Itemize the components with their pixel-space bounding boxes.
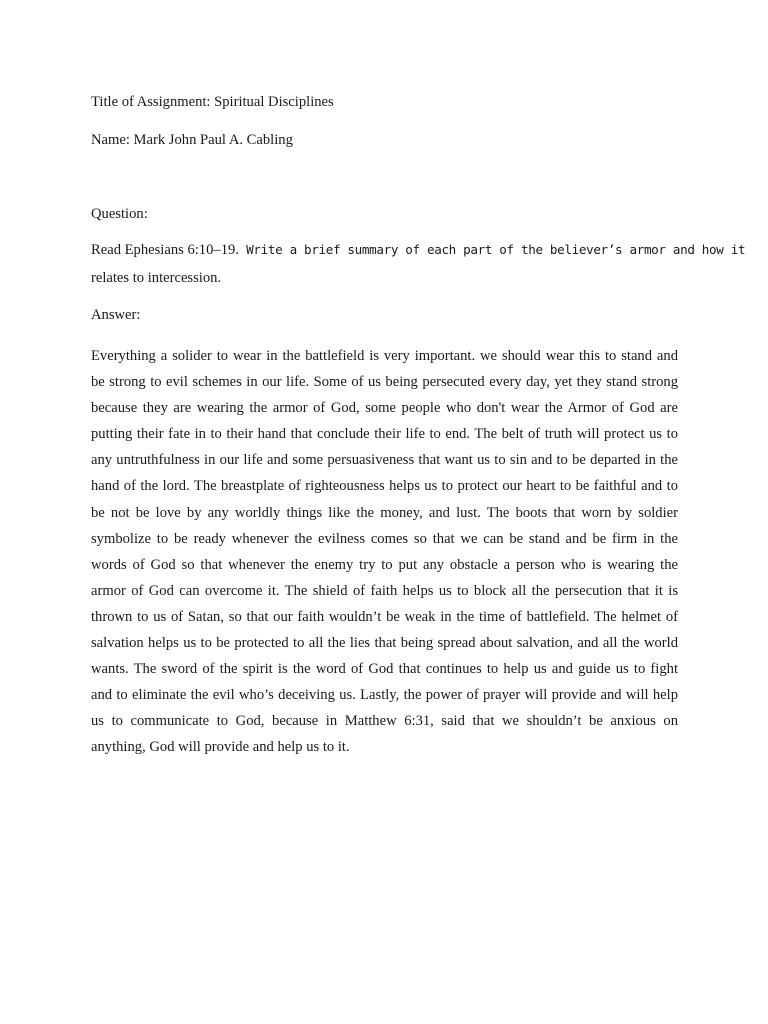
answer-line: be strong to evil schemes in our life. Some of us being persecuted every day, yet they stand strong — [91, 374, 678, 391]
answer-line: armor of God can overcome it. The shield of faith helps us to block all the persecution that it is — [91, 582, 678, 599]
answer-line: Everything a solider to wear in the battlefield is very important. we should wear this to stand and — [91, 348, 678, 364]
answer-line: words of God so that whenever the enemy try to put any obstacle a person who is wearing the — [91, 556, 678, 573]
assignment-title: Title of Assignment: Spiritual Disciplines — [91, 94, 334, 110]
answer-label: Answer: — [91, 307, 141, 323]
question-prompt: Write a brief summary of each part of the believer’s armor and how it — [238, 242, 746, 257]
answer-line: be not be love by any worldly things like the money, and lust. The boots that worn by soldier — [91, 504, 678, 521]
answer-line: thrown to us of Satan, so that our faith wouldn’t be weak in the time of battlefield. The helmet of — [91, 608, 678, 625]
answer-line: hand of the lord. The breastplate of righteousness helps us to protect our heart to be faithful and to — [91, 478, 678, 495]
answer-line: symbolize to be ready whenever the evilness comes so that we can be stand and be firm in the — [91, 530, 678, 547]
student-name: Name: Mark John Paul A. Cabling — [91, 132, 293, 148]
question-text-line-2: relates to intercession. — [91, 270, 222, 286]
question-label: Question: — [91, 206, 148, 222]
answer-line: anything, God will provide and help us to it. — [91, 739, 350, 756]
answer-line: putting their fate in to their hand that conclude their life to end. The belt of truth will protect us to — [91, 426, 678, 443]
answer-line: us to communicate to God, because in Matthew 6:31, said that we shouldn’t be anxious on — [91, 713, 678, 730]
question-reference: Read Ephesians 6:10–19. — [91, 242, 239, 258]
answer-line: and to eliminate the evil who’s deceiving us. Lastly, the power of prayer will provide and will help — [91, 687, 678, 704]
question-text-line-1 — [91, 241, 745, 259]
answer-line: because they are wearing the armor of God, some people who don't wear the Armor of God are — [91, 400, 678, 417]
answer-paragraph — [91, 343, 678, 761]
answer-line: salvation helps us to be protected to all the lies that being spread about salvation, and all the world — [91, 635, 678, 652]
answer-line: wants. The sword of the spirit is the word of God that continues to help us and guide us to fight — [91, 661, 678, 678]
answer-line: any untruthfulness in our life and some persuasiveness that want us to sin and to be departed in the — [91, 452, 678, 469]
